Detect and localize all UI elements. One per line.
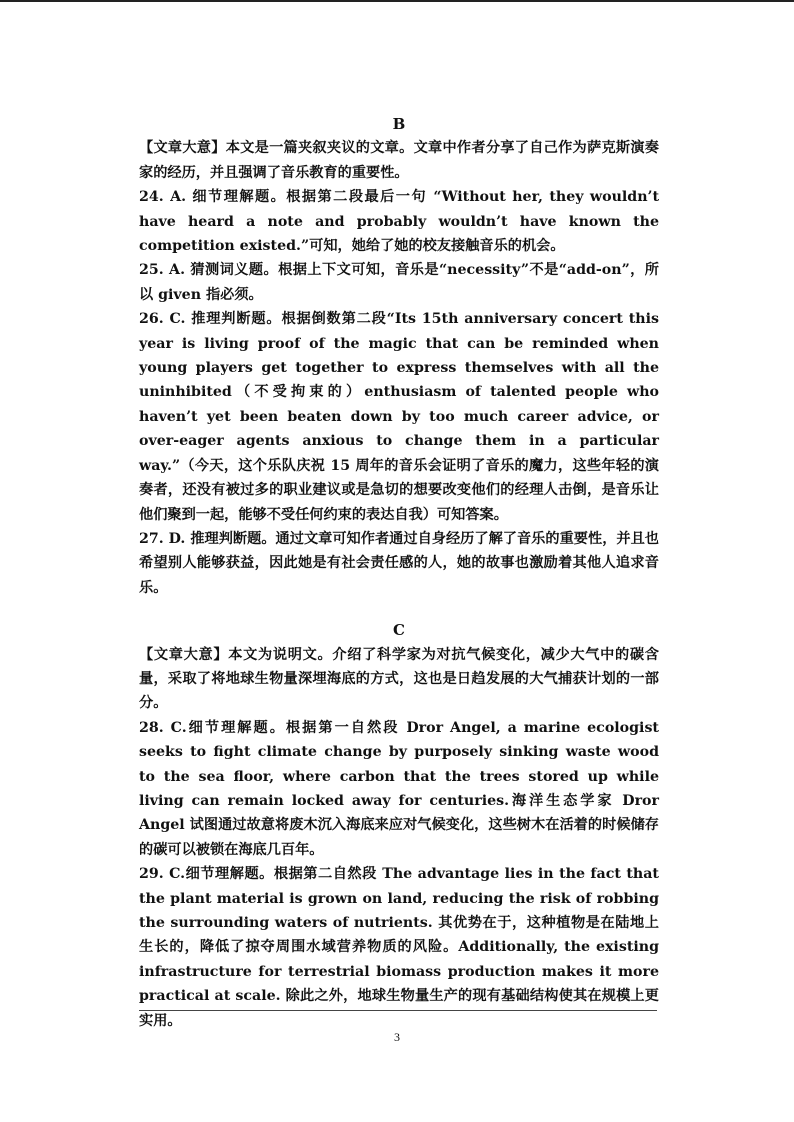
page-number: 3 xyxy=(394,1030,400,1044)
answer-27: 27. D. 推理判断题。通过文章可知作者通过自身经历了解了音乐的重要性，并且也希望别人能够获益，因此她是有社会责任感的人，她的故事也激励着其他人追求音乐。 xyxy=(139,530,659,596)
section-title: C xyxy=(393,621,405,640)
answer-26: 26. C. 推理判断题。根据倒数第二段“Its 15th anniversary concert this year is living proof of the magic that can be reminded when young players get together to express themselves with all the uninhibited（不受拘束的）enthusiasm of talented people who haven’t yet been beaten down by too much career advice, or over-eager agents anxious to change them in a particular way.”（今天，这个乐队庆祝 15 周年的音乐会证明了音乐的魔力，这些年轻的演奏者，还没有被过多的职业建议或是急切的想要改变他们的经理人击倒，是音乐让他们聚到一起，能够不受任何约束的表达自我）可知答案。 xyxy=(139,311,659,523)
answer-key-content xyxy=(139,112,659,1033)
section-title: B xyxy=(392,115,406,133)
answer-25: 25. A. 猜测词义题。根据上下文可知，音乐是“necessity”不是“add-on”，所以 given 指必须。 xyxy=(139,262,659,303)
summary-paragraph: 【文章大意】本文是一篇夹叙夹议的文章。文章中作者分享了自己作为萨克斯演奏家的经历，并且强调了音乐教育的重要性。 xyxy=(139,140,659,181)
summary-paragraph: 【文章大意】本文为说明文。介绍了科学家为对抗气候变化，减少大气中的碳含量，采取了将地球生物量深埋海底的方式，这也是日趋发展的大气捕获计划的一部分。 xyxy=(139,646,659,712)
section-b xyxy=(139,112,659,600)
section-c xyxy=(139,618,659,1033)
answer-28: 28. C.细节理解题。根据第一自然段 Dror Angel, a marine ecologist seeks to fight climate change by purposely sinking waste wood to the sea floor, where carbon that the trees stored up while living can remain locked away for centuries.海洋生态学家 Dror Angel 试图通过故意将废木沉入海底来应对气候变化，这些树木在活着的时候储存的碳可以被锁在海底几百年。 xyxy=(139,719,659,858)
answer-29: 29. C.细节理解题。根据第二自然段 The advantage lies in the fact that the plant material is grown on land, reducing the risk of robbing the surrounding waters of nutrients. 其优势在于，这种植物是在陆地上生长的，降低了掠夺周围水域营养物质的风险。Additionally, the existing infrastructure for terrestrial biomass production makes it more practical at scale. 除此之外，地球生物量生产的现有基础结构使其在规模上更实用。 xyxy=(139,866,659,1029)
answer-24: 24. A. 细节理解题。根据第二段最后一句 “Without her, they wouldn’t have heard a note and probably wouldn’t have known the competition existed.”可知，她给了她的校友接触音乐的机会。 xyxy=(139,189,659,255)
top-border-line xyxy=(0,0,794,2)
footer-divider xyxy=(139,1010,657,1011)
